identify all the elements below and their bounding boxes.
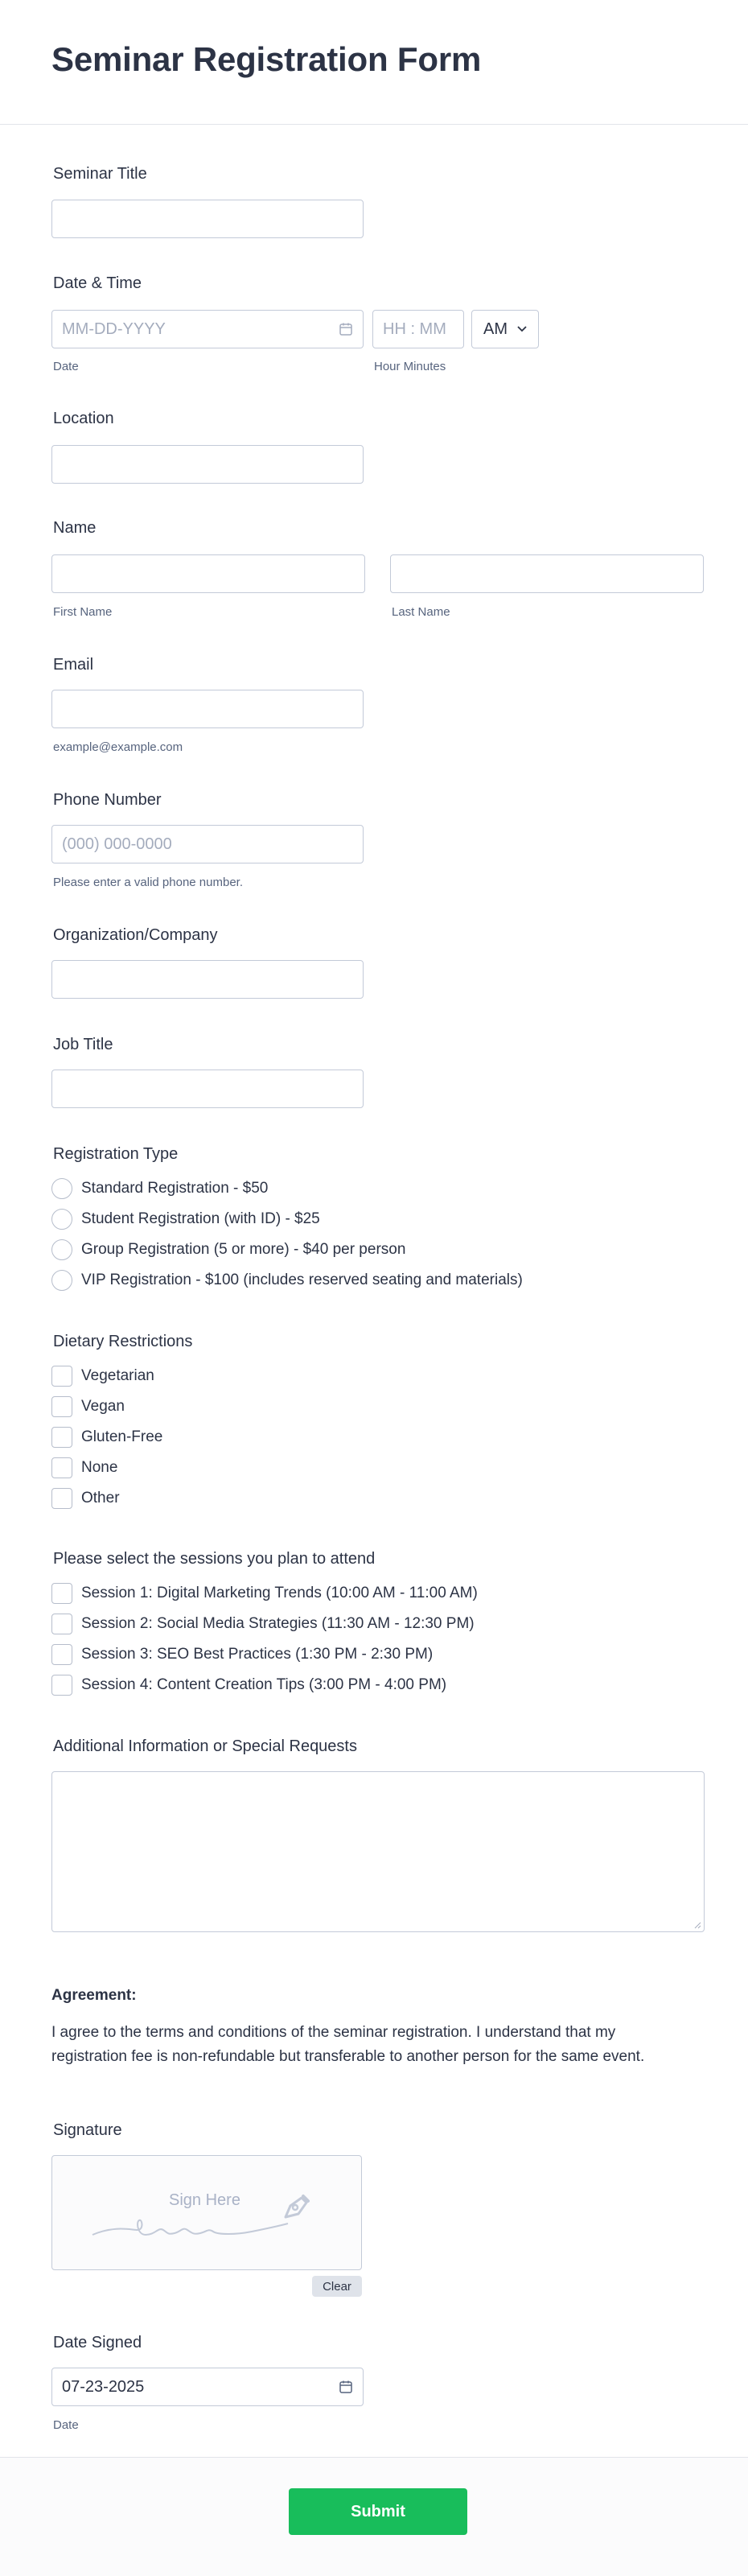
email-label: Email xyxy=(53,656,94,674)
date-input[interactable] xyxy=(51,310,364,348)
chevron-down-icon xyxy=(517,326,527,332)
date-signed-value: 07-23-2025 xyxy=(62,2377,145,2396)
dietary-option-label: Vegan xyxy=(81,1398,125,1415)
session-checkbox-2[interactable] xyxy=(51,1614,72,1634)
date-sublabel: Date xyxy=(53,360,79,373)
name-label: Name xyxy=(53,519,97,537)
time-input[interactable] xyxy=(372,310,464,348)
location-input[interactable] xyxy=(51,445,364,484)
date-signed-sublabel: Date xyxy=(53,2418,79,2432)
email-sublabel: example@example.com xyxy=(53,740,183,754)
phone-label: Phone Number xyxy=(53,791,162,809)
session-checkbox-1[interactable] xyxy=(51,1583,72,1604)
location-label: Location xyxy=(53,410,114,427)
time-sublabel: Hour Minutes xyxy=(374,360,446,373)
resize-handle-icon[interactable] xyxy=(693,1921,701,1929)
date-time-label: Date & Time xyxy=(53,274,142,292)
dietary-option-label: None xyxy=(81,1459,118,1476)
first-name-sublabel: First Name xyxy=(53,605,113,619)
calendar-icon[interactable] xyxy=(339,322,353,336)
phone-placeholder: (000) 000-0000 xyxy=(62,835,172,853)
job-title-input[interactable] xyxy=(51,1070,364,1108)
email-input[interactable] xyxy=(51,690,364,728)
session-checkbox-3[interactable] xyxy=(51,1644,72,1665)
dietary-option-label: Gluten-Free xyxy=(81,1428,163,1445)
job-title-label: Job Title xyxy=(53,1036,113,1053)
session-checkbox-4[interactable] xyxy=(51,1675,72,1696)
dietary-checkbox-gluten-free[interactable] xyxy=(51,1427,72,1448)
additional-info-textarea[interactable] xyxy=(51,1771,705,1932)
time-placeholder: HH : MM xyxy=(383,319,446,338)
calendar-icon[interactable] xyxy=(339,2380,353,2394)
date-signed-input[interactable] xyxy=(51,2368,364,2406)
session-option-label: Session 4: Content Creation Tips (3:00 PM - 4:00 PM) xyxy=(81,1676,447,1693)
signature-clear-button[interactable]: Clear xyxy=(312,2276,362,2297)
session-option-label: Session 1: Digital Marketing Trends (10:00 AM - 11:00 AM) xyxy=(81,1585,478,1601)
signature-pad[interactable] xyxy=(51,2155,362,2270)
signature-scribble-icon xyxy=(91,2211,292,2243)
ampm-select[interactable] xyxy=(471,310,539,348)
session-option-label: Session 3: SEO Best Practices (1:30 PM - 2:30 PM) xyxy=(81,1646,434,1663)
registration-radio-group[interactable] xyxy=(51,1239,72,1260)
signature-label: Signature xyxy=(53,2121,122,2139)
registration-type-label: Registration Type xyxy=(53,1145,179,1163)
organization-input[interactable] xyxy=(51,960,364,999)
seminar-title-input[interactable] xyxy=(51,200,364,238)
date-signed-label: Date Signed xyxy=(53,2334,142,2351)
registration-radio-standard[interactable] xyxy=(51,1178,72,1199)
session-option-label: Session 2: Social Media Strategies (11:30 AM - 12:30 PM) xyxy=(81,1615,475,1632)
ampm-value: AM xyxy=(483,319,508,338)
header-divider xyxy=(0,124,748,125)
agreement-heading: Agreement: xyxy=(51,1987,137,2004)
dietary-checkbox-vegan[interactable] xyxy=(51,1396,72,1417)
dietary-option-label: Other xyxy=(81,1490,120,1506)
agreement-text: I agree to the terms and conditions of the seminar registration. I understand that my registration fee is non-refundable but transferable to another person for the same event. xyxy=(51,2024,645,2065)
phone-input[interactable] xyxy=(51,825,364,863)
last-name-input[interactable] xyxy=(390,554,704,593)
organization-label: Organization/Company xyxy=(53,926,218,944)
first-name-input[interactable] xyxy=(51,554,365,593)
date-placeholder: MM-DD-YYYY xyxy=(62,319,166,338)
registration-option-label: Student Registration (with ID) - $25 xyxy=(81,1210,320,1227)
signature-placeholder: Sign Here xyxy=(169,2191,240,2209)
dietary-checkbox-none[interactable] xyxy=(51,1457,72,1478)
registration-option-label: VIP Registration - $100 (includes reserved seating and materials) xyxy=(81,1272,523,1288)
dietary-label: Dietary Restrictions xyxy=(53,1333,193,1350)
sessions-label: Please select the sessions you plan to attend xyxy=(53,1550,376,1568)
last-name-sublabel: Last Name xyxy=(392,605,450,619)
submit-button[interactable]: Submit xyxy=(289,2488,467,2535)
dietary-option-label: Vegetarian xyxy=(81,1367,154,1384)
registration-option-label: Group Registration (5 or more) - $40 per person xyxy=(81,1241,406,1258)
dietary-checkbox-other[interactable] xyxy=(51,1488,72,1509)
dietary-checkbox-vegetarian[interactable] xyxy=(51,1366,72,1387)
registration-option-label: Standard Registration - $50 xyxy=(81,1180,269,1197)
pen-nib-icon xyxy=(279,2190,313,2224)
phone-sublabel: Please enter a valid phone number. xyxy=(53,876,243,889)
additional-info-label: Additional Information or Special Requests xyxy=(53,1737,357,1755)
page-title: Seminar Registration Form xyxy=(51,40,482,78)
registration-radio-vip[interactable] xyxy=(51,1270,72,1291)
seminar-title-label: Seminar Title xyxy=(53,165,147,183)
registration-radio-student[interactable] xyxy=(51,1209,72,1230)
